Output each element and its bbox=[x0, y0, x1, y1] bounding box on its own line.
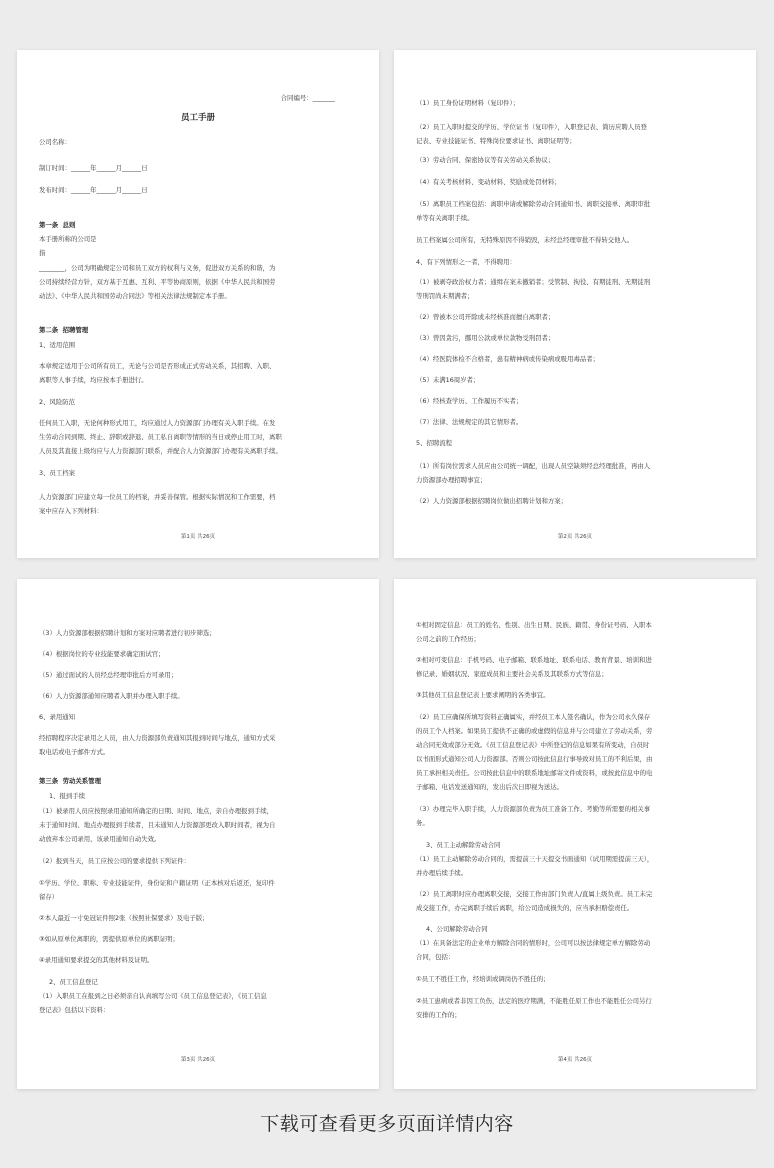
paragraph-line: （2）员工应确保所填写资料正确属实，并经员工本人签名确认，作为公司永久保存 bbox=[416, 713, 651, 721]
paragraph-line: （2）曾被本公司开除或未经核准而擅自离职者； bbox=[416, 313, 555, 321]
paragraph-line: 经招聘程序决定录用之人员，由人力资源部负责通知其报到时间与地点，通知方式采 bbox=[39, 734, 276, 742]
contract-number: 合同编号：_______ bbox=[280, 94, 335, 102]
download-caption: 下载可查看更多页面详情内容 bbox=[260, 1113, 514, 1135]
paragraph-line: （1）员工主动解除劳动合同的，需提前三十天提交书面通知（试用期需提前三天）， bbox=[416, 855, 654, 863]
issue-date-line: 发布时间：______年______月______日 bbox=[39, 186, 148, 194]
paragraph-line: （5）离职员工档案包括：离职申请或解除劳动合同通知书、离职交接单、离职审批 bbox=[416, 200, 651, 208]
paragraph-line: 任何员工入职，无论何种形式用工，均应通过人力资源部门办理有关入职手续。在发 bbox=[39, 419, 276, 427]
paragraph-line: （4）经医院体检不合格者，患有精神病或传染病或吸用毒品者； bbox=[416, 355, 600, 363]
paragraph-line: 留存） bbox=[39, 893, 59, 901]
section-heading: 5、招聘流程 bbox=[416, 439, 453, 447]
paragraph-line: 务。 bbox=[416, 819, 429, 827]
paragraph-line: （2）员工入职时提交的学历、学位证书（复印件），入职登记表、简历应聘人员登 bbox=[416, 123, 647, 131]
company-name-line: 公司名称： bbox=[39, 138, 71, 146]
paragraph-line: 的员工个人档案。如果员工提供不正确的或虚假的信息并与公司建立了劳动关系，劳 bbox=[416, 727, 653, 735]
paragraph-line: （1）被录用人员应按照录用通知所确定的日期、时间、地点，亲自办理报到手续， bbox=[39, 807, 274, 815]
page-footer: 第2页 共26页 bbox=[557, 534, 593, 540]
paragraph-line: 指 bbox=[39, 249, 46, 257]
paragraph-line: 人力资源部门应建立每一位员工的档案，并妥善保管。根据实际情况和工作需要，档 bbox=[39, 493, 276, 501]
paragraph-line: ②员工患病或者非因工负伤，法定的医疗期满，不能胜任原工作也不能胜任公司另行 bbox=[416, 997, 652, 1005]
paragraph-line: 单等有关离职手续。 bbox=[416, 214, 474, 222]
paragraph-line: （1）所有岗位需求人员应由公司统一调配，出现人员空缺须经总经理批准，再由人 bbox=[416, 462, 651, 470]
paragraph-line: 离职等人事手续，均应按本手册进行。 bbox=[39, 376, 148, 384]
paragraph-line: 取电话或电子邮件方式。 bbox=[39, 748, 110, 756]
chapter-2-heading: 第二条 招聘管理 bbox=[39, 326, 89, 334]
paragraph-line: 员工档案属公司所有，无特殊原因不得销毁，未经总经理审批不得转交他人。 bbox=[416, 236, 634, 244]
paragraph-line: 未于通知时间、地点办理报到手续者，且未通知人力资源部更改入职时间者，视为自 bbox=[39, 821, 276, 829]
paragraph-line: ①员工不胜任工作，经培训或调岗仍不胜任的； bbox=[416, 975, 550, 983]
paragraph-line: 本手册所称的公司是 bbox=[39, 235, 97, 243]
paragraph-line: 力资源部办理招聘事宜； bbox=[416, 476, 487, 484]
paragraph-line: （1）员工身份证明材料（复印件）； bbox=[416, 99, 520, 107]
paragraph-line: ②本人最近一寸免冠证件照2张（按照社保要求）及电子版； bbox=[39, 914, 209, 922]
paragraph-line: ________，公司为明确规定公司和员工双方的权利与义务，促进双方关系的和谐，为 bbox=[39, 264, 276, 272]
page-footer: 第1页 共26页 bbox=[180, 534, 216, 540]
section-heading: 2、风险防范 bbox=[39, 398, 76, 406]
section-heading: 1、适用范围 bbox=[39, 341, 76, 349]
paragraph-line: 并办理后续手续。 bbox=[416, 869, 468, 877]
paragraph-line: 动放弃本公司录用，该录用通知自动失效。 bbox=[39, 835, 161, 843]
page-footer: 第3页 共26页 bbox=[180, 1057, 216, 1063]
paragraph-line: （3）劳动合同、保密协议等有关劳动关系协议； bbox=[416, 156, 555, 164]
section-heading: 6、录用通知 bbox=[39, 713, 76, 721]
chapter-1-heading: 第一条 总则 bbox=[39, 221, 76, 229]
section-heading: 2、员工信息登记 bbox=[49, 978, 98, 986]
paragraph-line: （6）经核查学历、工作履历不实者； bbox=[416, 397, 523, 405]
paragraph-line: ③其他员工信息登记表上要求阐明的各类事宜。 bbox=[416, 691, 550, 699]
paragraph-line: 等刑罚尚未期满者； bbox=[416, 292, 474, 300]
paragraph-line: 生劳动合同到期、终止、辞职或辞退、员工私自离职等情形的当日或停止用工时，离职 bbox=[39, 433, 282, 441]
paragraph-line: （3）人力资源部根据招聘计划和方案对应聘者进行初步筛选； bbox=[39, 629, 216, 637]
paragraph-line: （1）在具备法定的企业单方解除合同的情形时，公司可以按法律规定单方解除劳动 bbox=[416, 939, 651, 947]
paragraph-line: ②相对可变信息：手机号码、电子邮箱、联系地址、联系电话、教育背景、培训和进 bbox=[416, 656, 652, 664]
paragraph-line: （7）法律、法规规定的其它情形者。 bbox=[416, 418, 523, 426]
paragraph-line: （4）有关考核材料、变动材料、奖励或处罚材料； bbox=[416, 178, 561, 186]
section-heading: 3、员工档案 bbox=[39, 469, 76, 477]
section-heading: 1、报到手续 bbox=[49, 792, 86, 800]
paragraph-line: 动法》、《中华人民共和国劳动合同法》等相关法律法规制定本手册。 bbox=[39, 292, 231, 300]
page-title: 员工手册 bbox=[180, 113, 215, 123]
paragraph-line: （1）入职员工在报到之日必须亲自认真填写公司《员工信息登记表》，《员工信息 bbox=[39, 992, 267, 1000]
paragraph-line: 修记录、婚姻状况、家庭成员和主要社会关系及其联系方式等信息； bbox=[416, 670, 608, 678]
paragraph-line: 员工承担相关责任。公司按此信息中的联系地址邮寄文件或资料，或按此信息中的电 bbox=[416, 769, 653, 777]
made-date-line: 制订时间：______年______月______日 bbox=[39, 164, 148, 172]
paragraph-line: （5）未满16周岁者； bbox=[416, 376, 480, 384]
paragraph-line: （5）通过面试的人员经总经理审批后方可录用； bbox=[39, 671, 178, 679]
document-page-3 bbox=[17, 579, 379, 1089]
paragraph-line: ①相对固定信息：员工的姓名、性别、出生日期、民族、籍贯、身份证号码、入职本 bbox=[416, 621, 652, 629]
paragraph-line: 登记表》包括以下资料： bbox=[39, 1006, 110, 1014]
paragraph-line: （6）人力资源部通知应聘者入职并办理入职手续。 bbox=[39, 692, 184, 700]
paragraph-line: 人员及其直接上级均应与人力资源部门联系，并配合人力资源部门办理有关离职手续。 bbox=[39, 447, 282, 455]
paragraph-line: （2）员工离职时应办理离职交接，交接工作由部门负责人/直属上级负责。员工未完 bbox=[416, 890, 653, 898]
paragraph-line: （3）曾因贪污，挪用公款或单位款物受刑罚者； bbox=[416, 334, 555, 342]
paragraph-line: （2）人力资源部根据招聘岗位做出招聘计划和方案； bbox=[416, 497, 568, 505]
paragraph-line: 成交接工作，办完离职手续后离职，给公司造成损失的，应当承担赔偿责任。 bbox=[416, 904, 634, 912]
paragraph-line: 合同，包括： bbox=[416, 953, 455, 961]
paragraph-line: 动合同无效或部分无效。《员工信息登记表》中所登记的信息如果有所变动，自员时 bbox=[416, 741, 650, 749]
document-page-1 bbox=[17, 50, 379, 558]
page-footer: 第4页 共26页 bbox=[557, 1057, 593, 1063]
paragraph-line: 安排的工作的； bbox=[416, 1011, 461, 1019]
paragraph-line: ①学历、学位、职称、专业技能证件，身份证和户籍证明（正本核对后返还，复印件 bbox=[39, 879, 275, 887]
paragraph-line: ④录用通知要求提交的其他材料及证明。 bbox=[39, 956, 154, 964]
paragraph-line: 以书面形式通知公司人力资源部。否则公司按此信息行事导致对员工的不利后果，由 bbox=[416, 755, 653, 763]
paragraph-line: 记表、专业技能证书、特殊岗位要求证书、离职证明等； bbox=[416, 137, 576, 145]
paragraph-line: （4）根据岗位的专业技能要求确定面试官； bbox=[39, 650, 165, 658]
paragraph-line: （1）被剥夺政治权力者；通缉在案未撤销者；受管制、拘役、有期徒刑、无期徒刑 bbox=[416, 278, 651, 286]
chapter-3-heading: 第三条 劳动关系管理 bbox=[39, 777, 101, 785]
paragraph-line: 本章规定适用于公司所有员工，无论与公司是否形成正式劳动关系，其招聘、入职、 bbox=[39, 362, 276, 370]
paragraph-line: 案中应存入下列材料： bbox=[39, 507, 103, 515]
section-heading: 4、有下列情形之一者，不得聘用： bbox=[416, 258, 516, 266]
paragraph-line: ③如从原单位离职的，需提供原单位的离职证明； bbox=[39, 935, 179, 943]
paragraph-line: （3）办理完毕入职手续，人力资源部负责为员工准备工作、考勤等所需要的相关事 bbox=[416, 805, 651, 813]
paragraph-line: 公司之前的工作经历； bbox=[416, 635, 480, 643]
document-page-2 bbox=[394, 50, 756, 558]
document-page-4 bbox=[394, 579, 756, 1089]
section-heading: 4、公司解除劳动合同 bbox=[426, 925, 488, 933]
paragraph-line: 子邮箱、电话发送通知的，发出后次日即视为送达。 bbox=[416, 783, 563, 791]
section-heading: 3、员工主动解除劳动合同 bbox=[426, 841, 501, 849]
paragraph-line: 公司持续经营方针，双方基于互惠、互利、平等协商原则，依据《中华人民共和国劳 bbox=[39, 278, 276, 286]
paragraph-line: （2）报到当天，员工应按公司的要求提供下列证件： bbox=[39, 857, 191, 865]
